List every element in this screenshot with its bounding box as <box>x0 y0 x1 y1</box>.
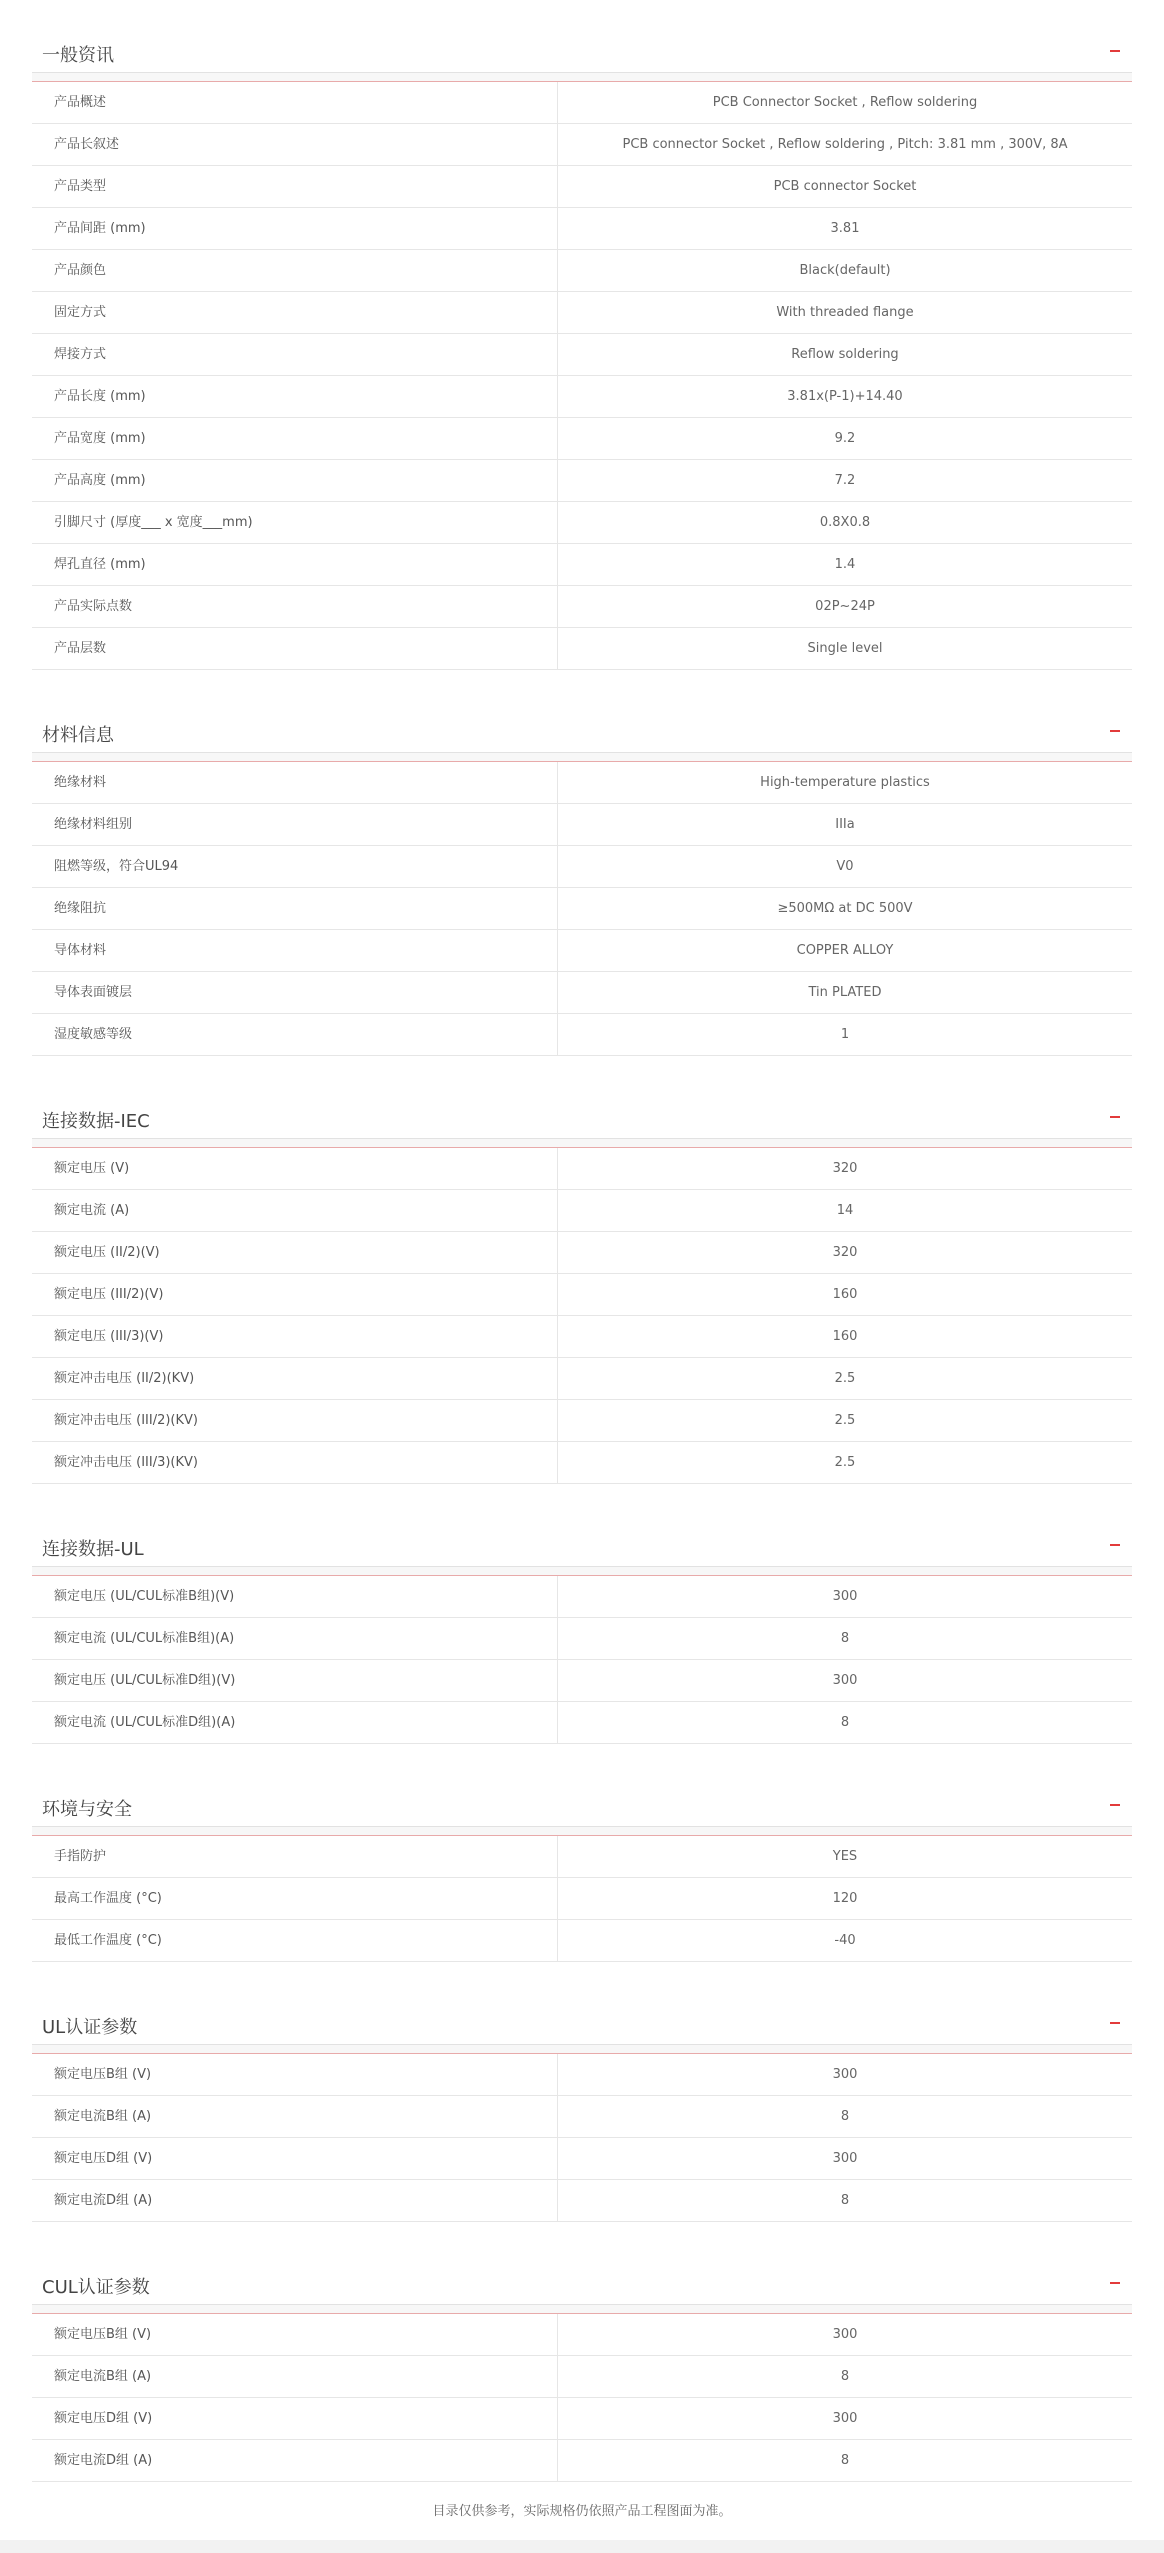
section-divider <box>32 1567 1132 1576</box>
row-label: 产品实际点数 <box>32 586 558 627</box>
row-label: 湿度敏感等级 <box>32 1014 558 1055</box>
row-value: 8 <box>840 2453 850 2468</box>
row-value: YES <box>832 1849 858 1864</box>
row-value: 300 <box>832 2411 858 2426</box>
row-value: 8 <box>840 2369 850 2384</box>
row-value: PCB Connector Socket , Reflow soldering <box>712 95 978 110</box>
table-row <box>32 544 1132 586</box>
row-value: PCB connector Socket , Reflow soldering , Pitch: 3.81 mm , 300V, 8A <box>622 137 1068 152</box>
spec-section <box>32 1784 1132 1962</box>
row-value: 1 <box>840 1027 850 1042</box>
row-label: 固定方式 <box>32 292 558 333</box>
spec-section <box>32 2002 1132 2222</box>
table-row <box>32 1836 1132 1878</box>
spec-section <box>32 1524 1132 1744</box>
row-label: 引脚尺寸 (厚度___ x 宽度___mm) <box>32 502 558 543</box>
row-label: 阻燃等级，符合UL94 <box>32 846 558 887</box>
row-value: PCB connector Socket <box>773 179 917 194</box>
row-label: 额定电压B组 (V) <box>32 2314 558 2355</box>
row-label: 额定电压 (III/3)(V) <box>32 1316 558 1357</box>
table-row <box>32 418 1132 460</box>
row-label: 额定电压D组 (V) <box>32 2138 558 2179</box>
table-row <box>32 1576 1132 1618</box>
table-row <box>32 1358 1132 1400</box>
row-value: V0 <box>836 859 854 874</box>
row-label: 额定电流B组 (A) <box>32 2356 558 2397</box>
section-title: CUL认证参数 <box>42 2277 150 2298</box>
row-label: 产品长度 (mm) <box>32 376 558 417</box>
table-row <box>32 586 1132 628</box>
section-divider <box>32 1139 1132 1148</box>
row-label: 额定电压D组 (V) <box>32 2398 558 2439</box>
spec-table <box>32 1836 1132 1962</box>
table-row <box>32 1442 1132 1484</box>
row-value: 2.5 <box>834 1455 856 1470</box>
collapse-icon[interactable] <box>1110 50 1120 52</box>
spec-table <box>32 2314 1132 2482</box>
row-label: 额定电压 (III/2)(V) <box>32 1274 558 1315</box>
table-row <box>32 2356 1132 2398</box>
row-value: 2.5 <box>834 1371 856 1386</box>
row-label: 额定电流D组 (A) <box>32 2180 558 2221</box>
section-header <box>32 1524 1132 1567</box>
table-row <box>32 1190 1132 1232</box>
row-value: 1.4 <box>834 557 856 572</box>
section-title: 材料信息 <box>42 725 114 746</box>
row-value: 160 <box>832 1287 858 1302</box>
section-title: 连接数据-UL <box>42 1539 144 1560</box>
collapse-icon[interactable] <box>1110 730 1120 732</box>
row-value: 2.5 <box>834 1413 856 1428</box>
footer-bar <box>0 2540 1164 2553</box>
spec-section <box>32 30 1132 670</box>
row-label: 产品颜色 <box>32 250 558 291</box>
row-label: 额定冲击电压 (III/2)(KV) <box>32 1400 558 1441</box>
row-value: 320 <box>832 1245 858 1260</box>
section-title: 环境与安全 <box>42 1799 132 1820</box>
section-header <box>32 1096 1132 1139</box>
row-value: 7.2 <box>834 473 856 488</box>
table-row <box>32 334 1132 376</box>
table-row <box>32 972 1132 1014</box>
spec-sheet <box>32 30 1132 2522</box>
row-label: 额定冲击电压 (III/3)(KV) <box>32 1442 558 1483</box>
row-value: ≥500MΩ at DC 500V <box>777 901 913 916</box>
table-row <box>32 2180 1132 2222</box>
table-row <box>32 2314 1132 2356</box>
table-row <box>32 1014 1132 1056</box>
table-row <box>32 1920 1132 1962</box>
row-label: 额定电压 (UL/CUL标准B组)(V) <box>32 1576 558 1617</box>
spec-table <box>32 2054 1132 2222</box>
row-label: 焊接方式 <box>32 334 558 375</box>
table-row <box>32 1148 1132 1190</box>
table-row <box>32 930 1132 972</box>
table-row <box>32 502 1132 544</box>
table-row <box>32 1274 1132 1316</box>
row-value: -40 <box>834 1933 856 1948</box>
row-label: 额定电压 (UL/CUL标准D组)(V) <box>32 1660 558 1701</box>
table-row <box>32 1878 1132 1920</box>
table-row <box>32 846 1132 888</box>
section-divider <box>32 73 1132 82</box>
section-header <box>32 2262 1132 2305</box>
spec-table <box>32 82 1132 670</box>
row-label: 导体表面镀层 <box>32 972 558 1013</box>
row-label: 产品高度 (mm) <box>32 460 558 501</box>
row-label: 额定电流D组 (A) <box>32 2440 558 2481</box>
section-divider <box>32 1827 1132 1836</box>
row-label: 额定电压B组 (V) <box>32 2054 558 2095</box>
table-row <box>32 1660 1132 1702</box>
row-value: 320 <box>832 1161 858 1176</box>
row-label: 最高工作温度 (°C) <box>32 1878 558 1919</box>
table-row <box>32 888 1132 930</box>
row-value: 9.2 <box>834 431 856 446</box>
table-row <box>32 804 1132 846</box>
row-value: 120 <box>832 1891 858 1906</box>
row-value: IIIa <box>835 817 855 832</box>
row-label: 额定冲击电压 (II/2)(KV) <box>32 1358 558 1399</box>
section-header <box>32 2002 1132 2045</box>
row-value: 14 <box>836 1203 854 1218</box>
spec-table <box>32 762 1132 1056</box>
row-label: 导体材料 <box>32 930 558 971</box>
row-value: 8 <box>840 1715 850 1730</box>
row-label: 额定电流 (UL/CUL标准B组)(A) <box>32 1618 558 1659</box>
collapse-icon[interactable] <box>1110 1804 1120 1806</box>
section-header <box>32 1784 1132 1827</box>
spec-table <box>32 1576 1132 1744</box>
row-label: 额定电流B组 (A) <box>32 2096 558 2137</box>
table-row <box>32 250 1132 292</box>
row-value: 8 <box>840 2193 850 2208</box>
table-row <box>32 2398 1132 2440</box>
table-row <box>32 2138 1132 2180</box>
spec-section <box>32 2262 1132 2482</box>
section-title: 连接数据-IEC <box>42 1111 150 1132</box>
section-divider <box>32 2305 1132 2314</box>
collapse-icon[interactable] <box>1110 1116 1120 1118</box>
spec-table <box>32 1148 1132 1484</box>
row-label: 绝缘阻抗 <box>32 888 558 929</box>
row-label: 额定电流 (A) <box>32 1190 558 1231</box>
row-value: 300 <box>832 2151 858 2166</box>
row-value: 300 <box>832 2327 858 2342</box>
table-row <box>32 628 1132 670</box>
row-label: 额定电压 (II/2)(V) <box>32 1232 558 1273</box>
section-header <box>32 710 1132 753</box>
row-value: 300 <box>832 1673 858 1688</box>
table-row <box>32 82 1132 124</box>
table-row <box>32 1232 1132 1274</box>
section-title: UL认证参数 <box>42 2017 138 2038</box>
row-label: 产品概述 <box>32 82 558 123</box>
row-value: 0.8X0.8 <box>819 515 871 530</box>
row-value: Single level <box>807 641 883 656</box>
table-row <box>32 1618 1132 1660</box>
table-row <box>32 208 1132 250</box>
row-value: 8 <box>840 2109 850 2124</box>
row-label: 绝缘材料 <box>32 762 558 803</box>
row-value: 300 <box>832 2067 858 2082</box>
row-value: Reflow soldering <box>791 347 899 362</box>
table-row <box>32 166 1132 208</box>
row-value: Tin PLATED <box>808 985 882 1000</box>
row-value: 8 <box>840 1631 850 1646</box>
table-row <box>32 2440 1132 2482</box>
row-label: 手指防护 <box>32 1836 558 1877</box>
section-header <box>32 30 1132 73</box>
row-value: 3.81 <box>830 221 860 236</box>
table-row <box>32 2054 1132 2096</box>
table-row <box>32 1316 1132 1358</box>
row-value: COPPER ALLOY <box>796 943 894 958</box>
table-row <box>32 2096 1132 2138</box>
table-row <box>32 124 1132 166</box>
row-value: 02P~24P <box>815 599 875 614</box>
row-value: High-temperature plastics <box>760 775 930 790</box>
row-label: 额定电压 (V) <box>32 1148 558 1189</box>
footer-disclaimer: 目录仅供参考，实际规格仍依照产品工程图面为准。 <box>432 2504 732 2519</box>
row-value: With threaded flange <box>776 305 914 320</box>
collapse-icon[interactable] <box>1110 2282 1120 2284</box>
spec-section <box>32 1096 1132 1484</box>
row-label: 产品宽度 (mm) <box>32 418 558 459</box>
row-label: 焊孔直径 (mm) <box>32 544 558 585</box>
section-title: 一般资讯 <box>42 45 114 66</box>
section-divider <box>32 2045 1132 2054</box>
row-value: Black(default) <box>799 263 891 278</box>
table-row <box>32 762 1132 804</box>
row-label: 最低工作温度 (°C) <box>32 1920 558 1961</box>
table-row <box>32 1702 1132 1744</box>
row-label: 额定电流 (UL/CUL标准D组)(A) <box>32 1702 558 1743</box>
row-label: 产品类型 <box>32 166 558 207</box>
table-row <box>32 1400 1132 1442</box>
row-label: 产品长叙述 <box>32 124 558 165</box>
collapse-icon[interactable] <box>1110 1544 1120 1546</box>
row-value: 160 <box>832 1329 858 1344</box>
row-value: 3.81x(P-1)+14.40 <box>787 389 903 404</box>
table-row <box>32 292 1132 334</box>
section-divider <box>32 753 1132 762</box>
row-value: 300 <box>832 1589 858 1604</box>
spec-section <box>32 710 1132 1056</box>
table-row <box>32 376 1132 418</box>
collapse-icon[interactable] <box>1110 2022 1120 2024</box>
table-row <box>32 460 1132 502</box>
row-label: 产品间距 (mm) <box>32 208 558 249</box>
row-label: 产品层数 <box>32 628 558 669</box>
row-label: 绝缘材料组别 <box>32 804 558 845</box>
